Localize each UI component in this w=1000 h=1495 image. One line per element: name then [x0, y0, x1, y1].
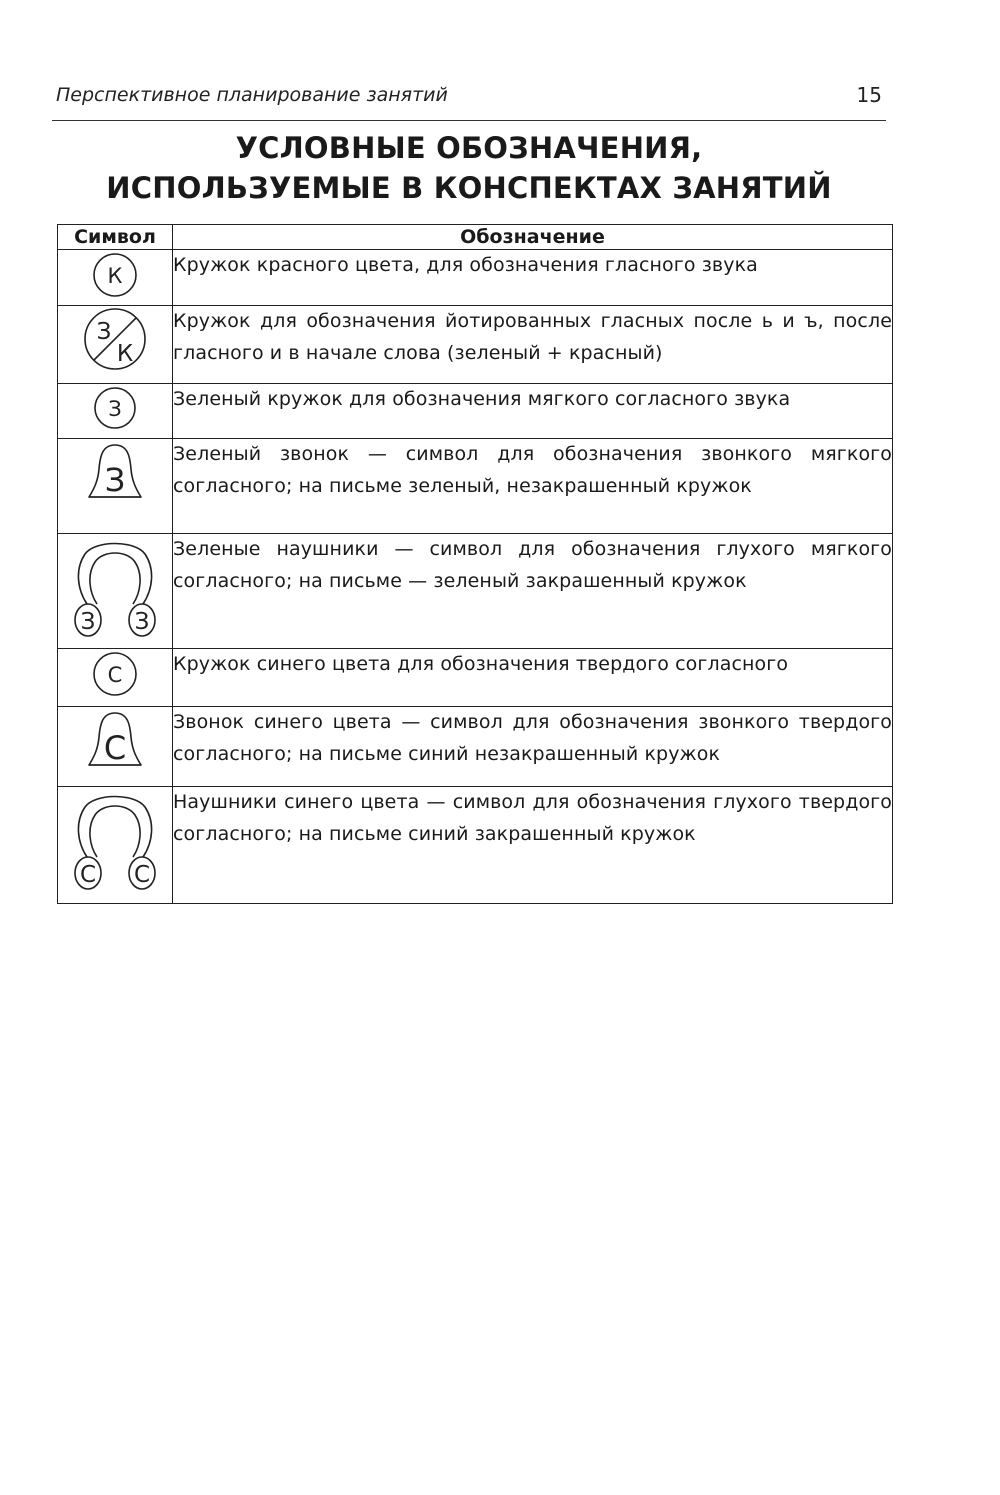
table-row	[58, 534, 893, 649]
column-header-meaning: Обозначение	[173, 225, 893, 250]
meaning-cell: Зеленый звонок — символ для обозначения звонкого мягкого согласного; на письме зеленый, незакрашенный кружок	[173, 439, 893, 534]
symbol-cell	[58, 707, 173, 787]
meaning-cell: Зеленые наушники — символ для обозначения глухого мягкого согласного; на письме — зеленый закрашенный кружок	[173, 534, 893, 649]
meaning-cell: Кружок для обозначения йотированных гласных после ь и ъ, после гласного и в начале слова (зеленый + красный)	[173, 306, 893, 384]
page-title-line-2: ИСПОЛЬЗУЕМЫЕ В КОНСПЕКТАХ ЗАНЯТИЙ	[106, 171, 832, 205]
bell-icon	[82, 707, 148, 773]
legend-table	[57, 224, 893, 904]
symbol-letter: З	[108, 397, 122, 421]
column-header-symbol: Символ	[58, 225, 173, 250]
running-header-title: Перспективное планирование занятий	[56, 84, 448, 106]
table-row	[58, 707, 893, 787]
headphones-icon	[67, 534, 163, 640]
symbol-cell	[58, 649, 173, 707]
symbol-letter: С	[103, 729, 127, 767]
page-title-line-1: УСЛОВНЫЕ ОБОЗНАЧЕНИЯ,	[235, 131, 703, 165]
table-header-row	[58, 225, 893, 250]
symbol-letter-left: С	[79, 862, 97, 888]
table-row	[58, 306, 893, 384]
symbol-letter-bottom: К	[116, 341, 134, 367]
page-number: 15	[856, 83, 882, 107]
page-title	[52, 128, 886, 208]
symbol-letter-right: З	[134, 609, 150, 635]
symbol-letter: З	[104, 461, 126, 499]
table-row	[58, 384, 893, 439]
circle-icon	[90, 649, 140, 699]
table-row	[58, 787, 893, 904]
symbol-letter: К	[107, 264, 123, 288]
symbol-cell	[58, 250, 173, 306]
symbol-cell	[58, 787, 173, 904]
symbol-cell	[58, 306, 173, 384]
symbol-cell	[58, 534, 173, 649]
meaning-cell: Кружок синего цвета для обозначения твердого согласного	[173, 649, 893, 707]
symbol-letter: С	[107, 663, 123, 687]
bell-icon	[82, 439, 148, 505]
symbol-cell	[58, 384, 173, 439]
symbol-cell	[58, 439, 173, 534]
crossed-circle-icon	[82, 306, 148, 372]
meaning-cell: Зеленый кружок для обозначения мягкого согласного звука	[173, 384, 893, 439]
table-row	[58, 439, 893, 534]
circle-icon	[91, 384, 139, 432]
circle-icon	[90, 250, 140, 300]
headphones-icon	[67, 787, 163, 893]
symbol-letter-left: З	[80, 609, 96, 635]
meaning-cell: Кружок красного цвета, для обозначения гласного звука	[173, 250, 893, 306]
symbol-letter-top: З	[96, 319, 112, 345]
meaning-cell: Наушники синего цвета — символ для обозначения глухого твердого согласного; на письме синий закрашенный кружок	[173, 787, 893, 904]
table-row	[58, 250, 893, 306]
meaning-cell: Звонок синего цвета — символ для обозначения звонкого твердого согласного; на письме синий незакрашенный кружок	[173, 707, 893, 787]
header-divider	[52, 120, 886, 121]
table-row	[58, 649, 893, 707]
symbol-letter-right: С	[133, 862, 151, 888]
